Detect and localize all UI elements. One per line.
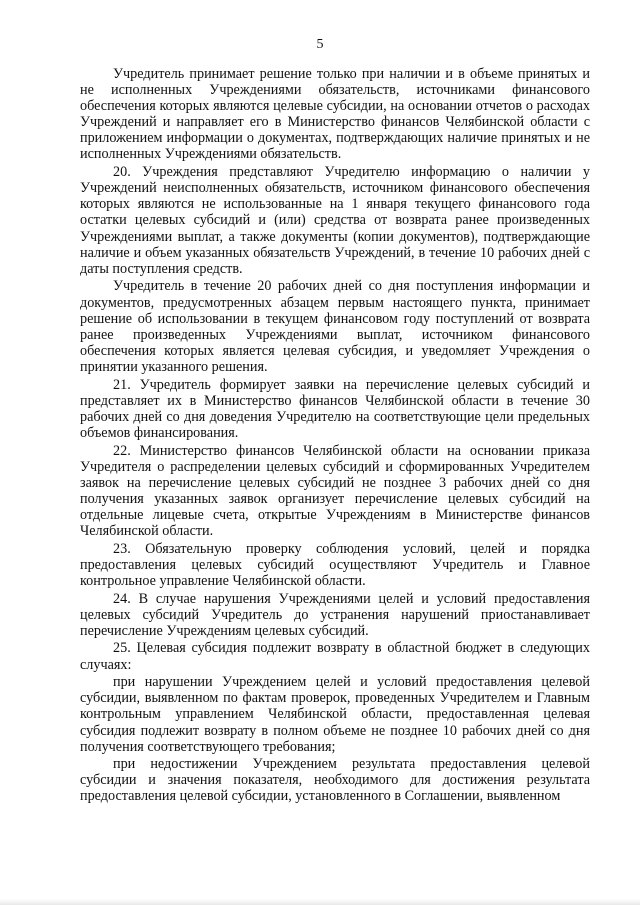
paragraph-item-20-decision: Учредитель в течение 20 рабочих дней со дня поступления информации и документов, предусмотренных абзацем первым настоящего пункта, принимает решение об использовании в текущем финансовом году поступлений от возврата ранее произведенных Учреждениями выплат, источником финансового обеспечения которых является целевая субсидия, и уведомляет Учреждения о принятии указанного решения. bbox=[80, 278, 590, 375]
paragraph-item-25-violation: при нарушении Учреждением целей и условий предоставления целевой субсидии, выявленном по фактам проверок, проведенных Учредителем и Главным контрольным управлением Челябинской области, предоставленная целевая субсидия подлежит возврату в полном объеме не позднее 10 рабочих дней со дня получения соответствующего требования; bbox=[80, 674, 590, 755]
paragraph-item-24: 24. В случае нарушения Учреждениями целей и условий предоставления целевых субсидий Учредитель до устранения нарушений приостанавливает перечисление Учреждениям целевых субсидий. bbox=[80, 590, 590, 639]
paragraph-item-25-non-achievement: при недостижении Учреждением результата предоставления целевой субсидии и значения показателя, необходимого для достижения результата предоставления целевой субсидии, установленного в Соглашении, выявленном bbox=[80, 756, 590, 805]
document-body bbox=[80, 66, 590, 805]
paragraph-item-25: 25. Целевая субсидия подлежит возврату в областной бюджет в следующих случаях: bbox=[80, 640, 590, 673]
paragraph-item-21: 21. Учредитель формирует заявки на перечисление целевых субсидий и представляет их в Министерство финансов Челябинской области в течение 30 рабочих дней со дня доведения Учредителю на соответствующие цели предельных объемов финансирования. bbox=[80, 376, 590, 441]
paragraph-founder-decision: Учредитель принимает решение только при наличии и в объеме принятых и не исполненных Учреждениями обязательств, источниками финансового обеспечения которых являются целевые субсидии, на основании отчетов о расходах Учреждений и направляет его в Министерство финансов Челябинской области с приложением информации о документах, подтверждающих наличие принятых и не исполненных Учреждениями обязательств. bbox=[80, 66, 590, 163]
page-number: 5 bbox=[316, 37, 324, 52]
paragraph-item-23: 23. Обязательную проверку соблюдения условий, целей и порядка предоставления целевых субсидий осуществляют Учредитель и Главное контрольное управление Челябинской области. bbox=[80, 540, 590, 589]
scan-edge-shadow bbox=[0, 899, 640, 905]
paragraph-item-22: 22. Министерство финансов Челябинской области на основании приказа Учредителя о распределении целевых субсидий и сформированных Учредителем заявок на перечисление целевых субсидий не позднее 3 рабочих дней со дня получения указанных заявок организует перечисление целевых субсидий на отдельные лицевые счета, открытые Учреждениям в Министерстве финансов Челябинской области. bbox=[80, 442, 590, 539]
paragraph-item-20: 20. Учреждения представляют Учредителю информацию о наличии у Учреждений неисполненных обязательств, источником финансового обеспечения которых являются не использованные на 1 января текущего финансового года остатки целевых субсидий и (или) средства от возврата ранее произведенных Учреждениями выплат, а также документы (копии документов), подтверждающие наличие и объем указанных обязательств Учреждений, в течение 10 рабочих дней с даты поступления средств. bbox=[80, 164, 590, 277]
